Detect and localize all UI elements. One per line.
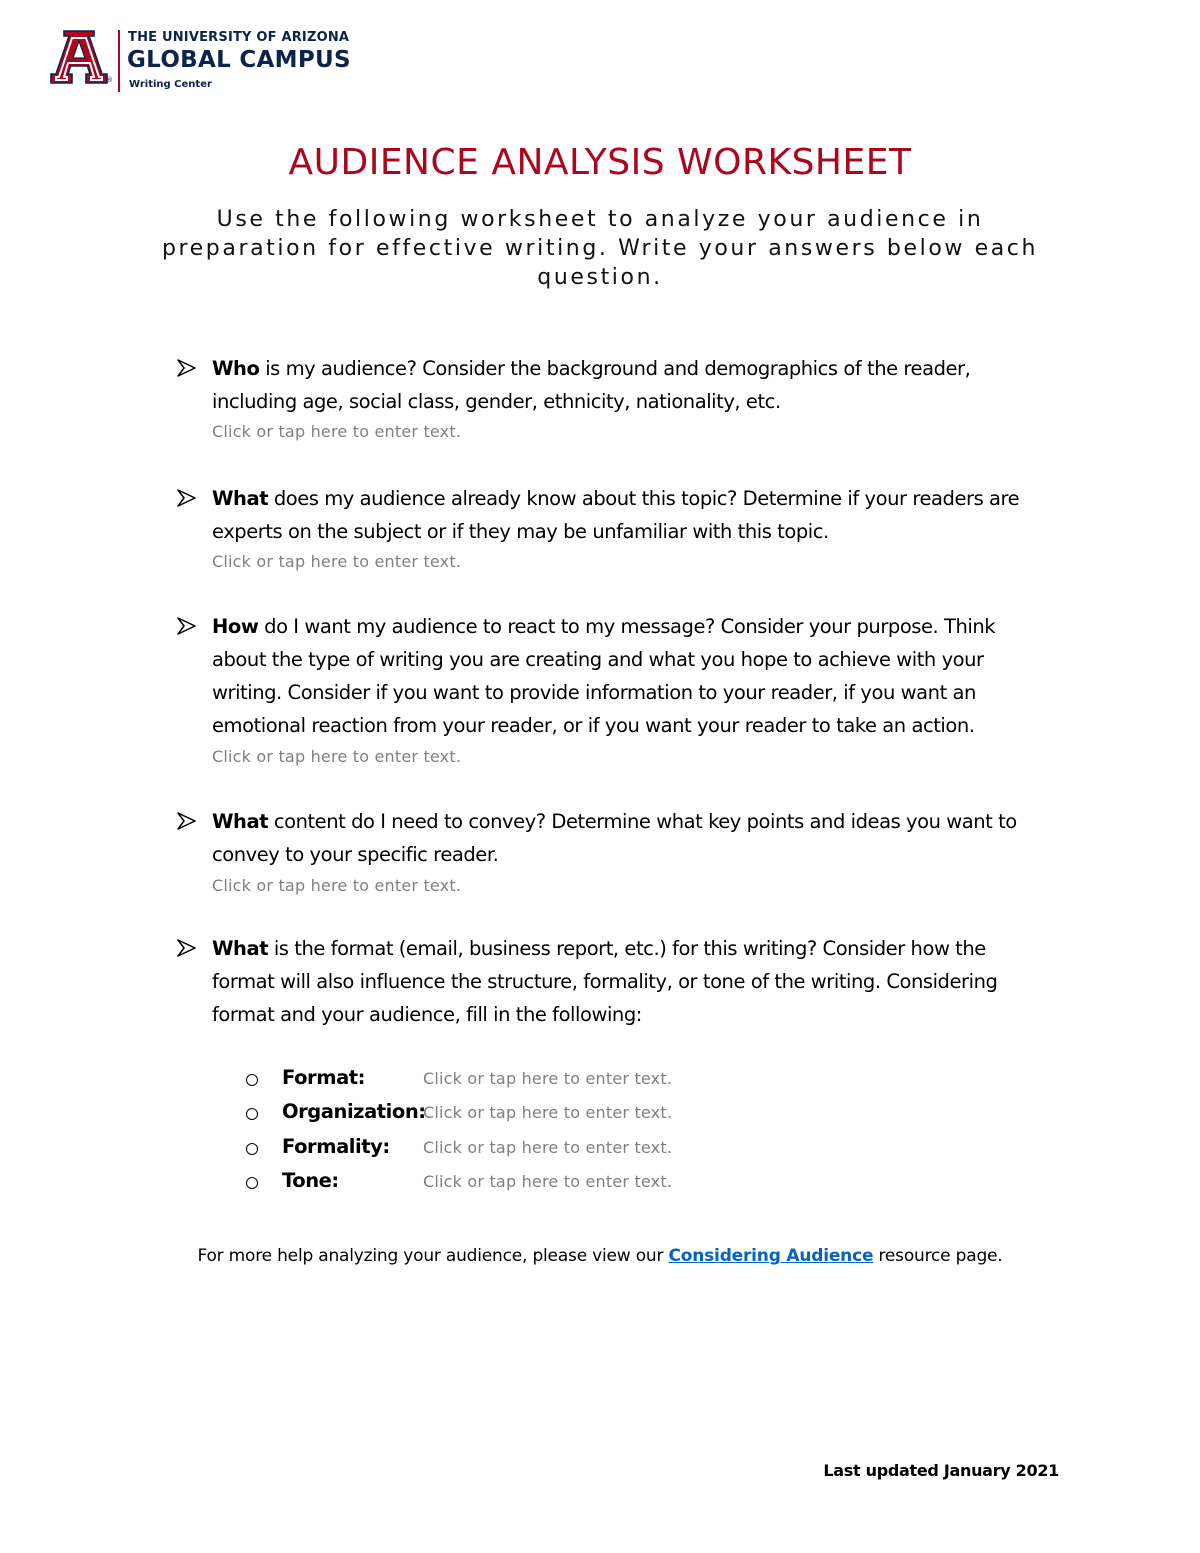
field-label: Format: — [282, 1066, 365, 1089]
field-label: Tone: — [282, 1169, 339, 1192]
help-text-after: resource page. — [873, 1246, 1003, 1266]
department-name: Writing Center — [129, 79, 212, 90]
university-logo — [50, 30, 370, 96]
question-text — [212, 352, 1042, 418]
tone-field — [246, 1169, 846, 1203]
arrow-bullet-icon — [177, 489, 197, 509]
circle-bullet-icon — [246, 1143, 258, 1155]
question-body: do I want my audience to react to my message? Consider your purpose. Think about the type of writing you are creating and what you hope to achieve with your writing. Consider if you want to provide information to your reader, if you want an emotional reaction from your reader, or if you want your reader to take an action. — [212, 615, 996, 737]
arrow-bullet-icon — [177, 939, 197, 959]
page-title: AUDIENCE ANALYSIS WORKSHEET — [288, 142, 912, 183]
last-updated: Last updated January 2021 — [823, 1461, 1059, 1480]
question-lead: Who — [212, 357, 260, 380]
circle-bullet-icon — [246, 1177, 258, 1189]
logo-divider — [118, 30, 120, 92]
question-text — [212, 805, 1042, 871]
field-label: Formality: — [282, 1135, 390, 1158]
intro-text: Use the following worksheet to analyze your audience in preparation for effective writing. Write your answers below each question. — [161, 207, 1039, 290]
question-lead: What — [212, 487, 269, 510]
question-body: is the format (email, business report, etc.) for this writing? Consider how the format will also influence the structure, formality, or tone of the writing. Considering format and your audience, fill in the following: — [212, 937, 998, 1026]
question-text — [212, 610, 1042, 742]
question-text — [212, 482, 1042, 548]
question-body: does my audience already know about this topic? Determine if your readers are experts on the subject or if they may be unfamiliar with this topic. — [212, 487, 1020, 543]
arizona-a-logo-icon — [50, 30, 108, 84]
question-lead: How — [212, 615, 259, 638]
arrow-bullet-icon — [177, 617, 197, 637]
university-name: THE UNIVERSITY OF ARIZONA — [128, 30, 350, 45]
answer-field[interactable]: Click or tap here to enter text. — [212, 876, 462, 895]
answer-field[interactable]: Click or tap here to enter text. — [212, 552, 462, 571]
answer-field[interactable]: Click or tap here to enter text. — [212, 422, 462, 441]
question-lead: What — [212, 937, 269, 960]
circle-bullet-icon — [246, 1108, 258, 1120]
circle-bullet-icon — [246, 1074, 258, 1086]
arrow-bullet-icon — [177, 359, 197, 379]
help-text-before: For more help analyzing your audience, please view our — [197, 1246, 669, 1266]
field-label: Organization: — [282, 1100, 426, 1123]
question-text — [212, 932, 1042, 1031]
registered-mark: ® — [106, 76, 113, 84]
format-field — [246, 1066, 846, 1100]
answer-field[interactable]: Click or tap here to enter text. — [212, 747, 462, 766]
formality-field — [246, 1135, 846, 1169]
campus-name: GLOBAL CAMPUS — [127, 47, 351, 73]
considering-audience-link[interactable]: Considering Audience — [668, 1246, 874, 1266]
tone-input[interactable]: Click or tap here to enter text. — [423, 1172, 673, 1191]
question-lead: What — [212, 810, 269, 833]
formality-input[interactable]: Click or tap here to enter text. — [423, 1138, 673, 1157]
question-body: content do I need to convey? Determine what key points and ideas you want to convey to your specific reader. — [212, 810, 1017, 866]
question-body: is my audience? Consider the background and demographics of the reader, including age, social class, gender, ethnicity, nationality, etc. — [212, 357, 971, 413]
organization-input[interactable]: Click or tap here to enter text. — [423, 1103, 673, 1122]
help-text — [0, 1246, 1200, 1266]
arrow-bullet-icon — [177, 812, 197, 832]
organization-field — [246, 1100, 846, 1134]
format-input[interactable]: Click or tap here to enter text. — [423, 1069, 673, 1088]
